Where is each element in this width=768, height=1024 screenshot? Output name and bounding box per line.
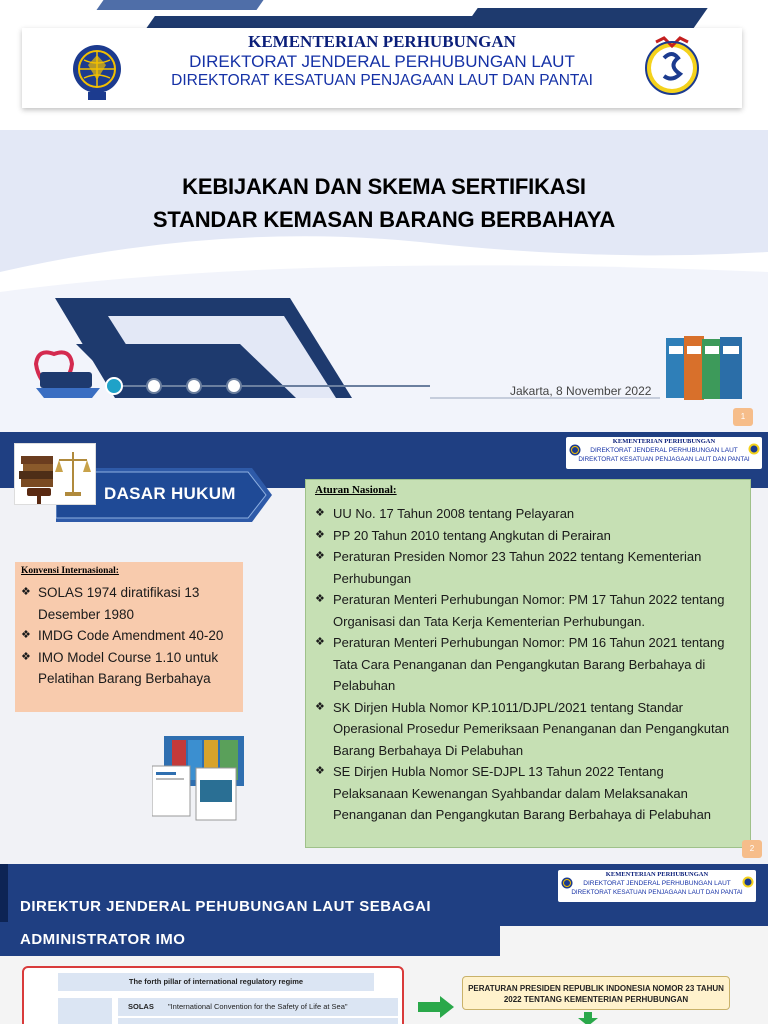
list-item: ❖ IMDG Code Amendment 40-20: [21, 625, 237, 647]
ministry-logo: [569, 444, 581, 456]
arrow-right-icon: [418, 996, 454, 1018]
ministry-logo: [561, 877, 573, 889]
international-conventions-box: [15, 562, 243, 712]
title-line-1: KEBIJAKAN DAN SKEMA SERTIFIKASI: [182, 174, 586, 199]
law-books-gavel-image: [14, 443, 96, 505]
list-item: ❖ SE Dirjen Hubla Nomor SE-DJPL 13 Tahun 2022 Tentang Pelaksanaan Kewenangan Syahbandar dalam Melaksanakan Penanganan dan Pengangkutan Barang Berbahaya di Pelabuhan: [315, 761, 741, 826]
pillar-row: [118, 1018, 398, 1024]
pillar-description: "International Convention for the Safety of Life at Sea": [167, 1002, 348, 1011]
list-item: ❖ PP 20 Tahun 2010 tentang Angkutan di Perairan: [315, 525, 741, 547]
slide-1-decor: [0, 232, 768, 432]
list-item: ❖ IMO Model Course 1.10 untuk Pelatihan Barang Berbahaya: [21, 647, 237, 690]
ministry-logo: [68, 40, 126, 102]
ministry-name: KEMENTERIAN PERHUBUNGAN: [248, 32, 516, 51]
directorate-general: DIREKTORAT JENDERAL PERHUBUNGAN LAUT: [583, 880, 731, 887]
national-regulations-box: [305, 479, 751, 848]
slide-3: [0, 864, 768, 1024]
directorate: DIREKTORAT KESATUAN PENJAGAAN LAUT DAN PANTAI: [571, 889, 743, 896]
slide-3-title-line-2: ADMINISTRATOR IMO: [20, 931, 186, 948]
directorate: DIREKTORAT KESATUAN PENJAGAAN LAUT DAN PANTAI: [171, 72, 593, 89]
presentation-title: [0, 170, 768, 236]
regulatory-pillar-diagram: [22, 966, 404, 1024]
directorate: DIREKTORAT KESATUAN PENJAGAAN LAUT DAN PANTAI: [578, 456, 750, 463]
title-line-2: STANDAR KEMASAN BARANG BERBAHAYA: [152, 207, 616, 232]
list-item: ❖ Peraturan Menteri Perhubungan Nomor: PM 17 Tahun 2022 tentang Organisasi dan Tata Kerja Kementerian Perhubungan.: [315, 589, 741, 632]
list-item: ❖ Peraturan Menteri Perhubungan Nomor: PM 16 Tahun 2021 tentang Tata Cara Penanganan dan Pengangkutan Barang Berbahaya di Pelabuhan: [315, 632, 741, 697]
convention-books-image: [152, 736, 248, 822]
kplp-logo: [742, 876, 754, 888]
pillar-heading: The forth pillar of international regulatory regime: [58, 973, 374, 991]
ministry-name: KEMENTERIAN PERHUBUNGAN: [612, 438, 716, 445]
ministry-name: KEMENTERIAN PERHUBUNGAN: [605, 871, 709, 878]
directorate-general: DIREKTORAT JENDERAL PERHUBUNGAN LAUT: [189, 52, 575, 71]
mini-ministry-header: [558, 870, 756, 902]
list-item: ❖ SK Dirjen Hubla Nomor KP.1011/DJPL/2021 tentang Standar Operasional Prosedur Pemeriksaan Penanganan dan Pengangkutan Barang Berbahaya Di Pelabuhan: [315, 697, 741, 762]
pillar-side-box: [58, 998, 112, 1024]
international-conventions-list: [21, 582, 237, 690]
list-item: ❖ UU No. 17 Tahun 2008 tentang Pelayaran: [315, 503, 741, 525]
arrow-down-icon: [578, 1012, 598, 1024]
perpres-box: PERATURAN PRESIDEN REPUBLIK INDONESIA NOMOR 23 TAHUN 2022 TENTANG KEMENTERIAN PERHUBUNGAN: [462, 976, 730, 1010]
slide-1: [0, 0, 768, 432]
slide-3-title-line-1: DIREKTUR JENDERAL PEHUBUNGAN LAUT SEBAGAI: [20, 898, 432, 915]
list-item: ❖ SOLAS 1974 diratifikasi 13 Desember 1980: [21, 582, 237, 625]
kplp-logo: [636, 36, 708, 100]
page-number-badge: 2: [742, 840, 762, 858]
pillar-code: SOLAS: [128, 1002, 154, 1011]
national-regulations-title: Aturan Nasional:: [315, 484, 397, 496]
imdg-code-books-image: [666, 336, 742, 402]
ministry-header: [22, 28, 742, 108]
international-conventions-title: Konvensi Internasional:: [21, 566, 119, 576]
decor-stripe: [0, 864, 8, 922]
page-number-badge: 1: [733, 408, 753, 426]
decor-stripe: [462, 8, 707, 30]
national-regulations-list: [315, 503, 741, 826]
kplp-logo: [748, 443, 760, 455]
directorate-general: DIREKTORAT JENDERAL PERHUBUNGAN LAUT: [590, 447, 738, 454]
presentation-date: Jakarta, 8 November 2022: [510, 384, 652, 398]
mini-ministry-header: [566, 437, 762, 469]
pillar-row: [118, 998, 398, 1016]
list-item: ❖ Peraturan Presiden Nomor 23 Tahun 2022 tentang Kementerian Perhubungan: [315, 546, 741, 589]
section-title: DASAR HUKUM: [104, 484, 236, 503]
slide-2: [0, 432, 768, 864]
decor-stripe: [96, 0, 263, 10]
